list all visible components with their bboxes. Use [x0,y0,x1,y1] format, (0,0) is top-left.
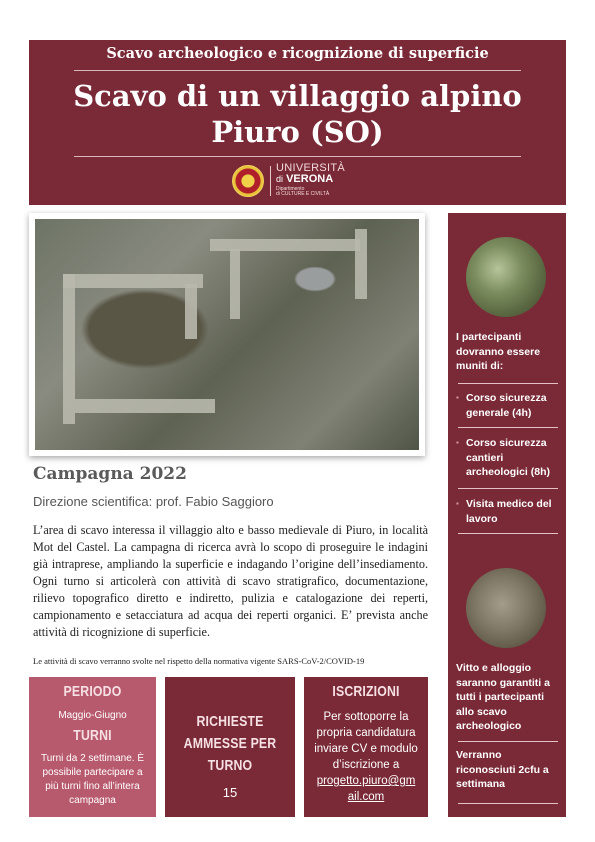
university-logo [224,161,364,201]
logo-universita: UNIVERSITÀ [276,162,346,174]
sidebar-photo-top [466,237,546,317]
period-title: PERIODO [63,683,122,700]
sidebar-divider [458,383,558,384]
wall-segment [63,274,75,424]
logo-text [276,163,345,197]
header-banner [29,40,566,205]
wall-segment [230,249,240,319]
wall-segment [355,229,367,299]
logo-culture: di CULTURE E CIVILTÀ [276,191,330,197]
wall-segment [75,399,215,413]
registration-title: ISCRIZIONI [332,683,400,700]
logo-verona [276,174,345,185]
sidebar-divider [458,427,558,428]
logo-di: di [276,174,284,184]
sidebar-intro: I partecipanti dovranno essere muniti di: [456,331,541,372]
sidebar-photo-bottom [466,568,546,648]
logo-verona-word: VERONA [286,173,334,185]
campaign-heading: Campagna 2022 [33,464,187,484]
page-title [29,78,566,150]
sidebar-divider [458,488,558,489]
requests-box [165,677,295,817]
shifts-value: Turni da 2 settimane. È possibile partecipare a più turni fino all’intera campagna [40,753,144,806]
excavation-image [35,219,419,450]
sidebar-divider [458,803,558,804]
sidebar [448,213,566,817]
title-line-2: Piuro (SO) [211,115,384,149]
logo-dipartimento: Dipartimento [276,186,305,192]
period-box [29,677,156,817]
period-value: Maggio-Giugno [58,710,127,721]
university-seal-icon [232,165,264,197]
wall-segment [63,274,203,288]
sidebar-board-info: Vitto e alloggio saranno garantiti a tutti i partecipanti allo scavo archeologico [456,662,550,732]
logo-separator [270,166,271,196]
scientific-direction: Direzione scientifica: prof. Fabio Saggioro [33,494,274,509]
sidebar-credits-info: Verranno riconosciuti 2cfu a settimana [456,749,549,790]
header-divider-top [74,70,521,71]
registration-email-link[interactable]: progetto.piuro@gmail.com [316,775,416,803]
requests-value: 15 [222,785,238,800]
sidebar-divider [458,533,558,534]
sidebar-item-medical: ▪ Visita medico del lavoro [456,497,560,526]
registration-box [304,677,428,817]
registration-text: Per sottoporre la propria candidatura inviare CV e modulo d’iscrizione a [314,711,418,771]
sidebar-item-site-safety: ▪ Corso sicurezza cantieri archeologici (8h) [456,436,560,480]
header-subtitle: Scavo archeologico e ricognizione di superficie [106,45,489,62]
covid-note: Le attività di scavo verranno svolte nel rispetto della normativa vigente SARS-CoV-2/COVID-19 [33,656,365,666]
wall-segment [185,284,197,339]
excavation-aerial-photo [29,213,425,456]
header-divider-bottom [74,156,521,157]
shifts-title: TURNI [73,727,112,744]
title-line-1: Scavo di un villaggio alpino [73,79,522,113]
description-paragraph: L’area di scavo interessa il villaggio alto e basso medievale di Piuro, in località Mot del Castel. La campagna di ricerca avrà lo scopo di proseguire le indagini già intraprese, ampliando la superficie e indagando l’origine dell’insediamento. Ogni turno si articolerà con attività di scavo stratigrafico, documentazione, rilievo topografico diretto e indiretto, pulizia e catalogazione dei reperti, campionamento e setacciatura ad acqua dei reperti organici. E’ prevista anche attività di ricognizione di superficie. [33,523,428,639]
sidebar-divider [458,741,558,742]
requests-title: RICHIESTE AMMESSE PER TURNO [183,713,277,774]
sidebar-item-general-safety: ▪ Corso sicurezza generale (4h) [456,391,560,420]
